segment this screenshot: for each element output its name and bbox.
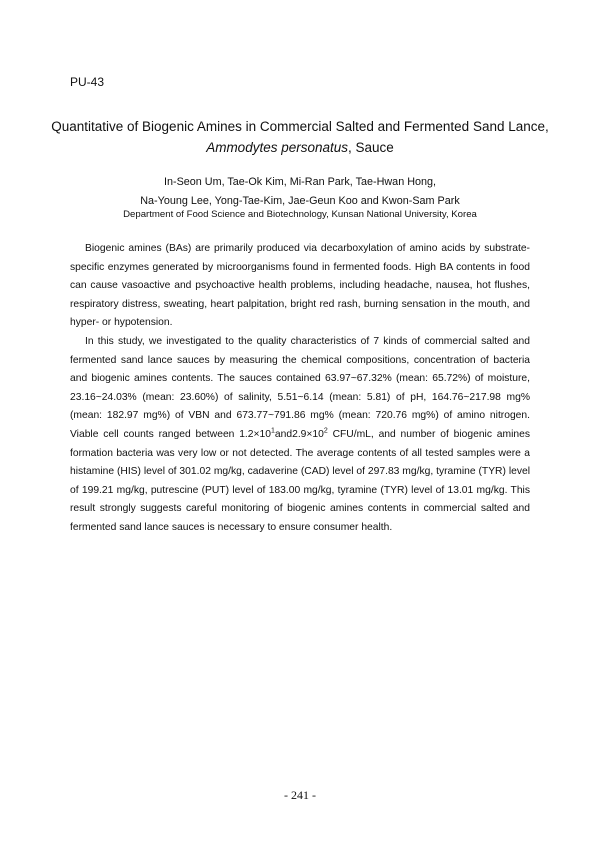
paragraph-2-part-b: and2.9×10 [274,428,324,440]
paragraph-1: Biogenic amines (BAs) are primarily produced via decarboxylation of amino acids by substrate-specific enzymes generated by microorganisms found in fermented foods. High BA contents in food can cause vasoactive and psychoactive health problems, including headache, nausea, hot flushes, respiratory distress, sweating, heart palpitation, bright red rash, burning sensation in the mouth, and hyper- or hypotension. [70,243,530,329]
page-number: - 241 - [284,788,316,802]
affiliation: Department of Food Science and Biotechnology, Kunsan National University, Korea [123,209,477,220]
superscript-2: 2 [323,427,328,435]
authors-line-2: Na-Young Lee, Yong-Tae-Kim, Jae-Geun Koo and Kwon-Sam Park [140,194,460,207]
paragraph-2-part-a: In this study, we investigated to the quality characteristics of 7 kinds of commercial salted and fermented sand lance sauces by measuring the chemical compositions, concentration of bacteria and biogenic amines contents. The sauces contained 63.97~67.32% (mean: 65.72%) of moisture, 23.16~24.03% (mean: 23.60%) of salinity, 5.51~6.14 (mean: 5.81) of pH, 164.76~217.98 mg% (mean: 182.97 mg%) of VBN and 673.77~791.86 mg% (mean: 720.76 mg%) of amino nitrogen. Viable cell counts ranged between 1.2×10 [70,335,530,440]
title-species: Ammodytes personatus [206,140,349,155]
paragraph-2-part-c: CFU/mL, and number of biogenic amines formation bacteria was very low or not detected. The average contents of all tested samples were a histamine (HIS) level of 301.02 mg/kg, cadaverine (CAD) level of 297.83 mg/kg, tyramine (TYR) level of 199.21 mg/kg, putrescine (PUT) level of 183.00 mg/kg, tyramine (TYR) level of 13.01 mg/kg. This result strongly suggests careful monitoring of biogenic amines contents in commercial salted and fermented sand lance sauces is necessary to ensure consumer health. [70,428,530,533]
paragraph-2 [70,333,530,538]
title-line-2 [40,137,560,158]
paper-title [40,116,560,158]
abstract-code: PU-43 [70,75,105,89]
author-list [40,173,560,210]
superscript-1: 1 [271,427,275,435]
title-end: , Sauce [348,140,394,155]
title-line-1: Quantitative of Biogenic Amines in Commercial Salted and Fermented Sand Lance, [51,119,549,134]
authors-line-1: In-Seon Um, Tae-Ok Kim, Mi-Ran Park, Tae-Hwan Hong, [163,176,437,188]
abstract-body [70,240,530,538]
